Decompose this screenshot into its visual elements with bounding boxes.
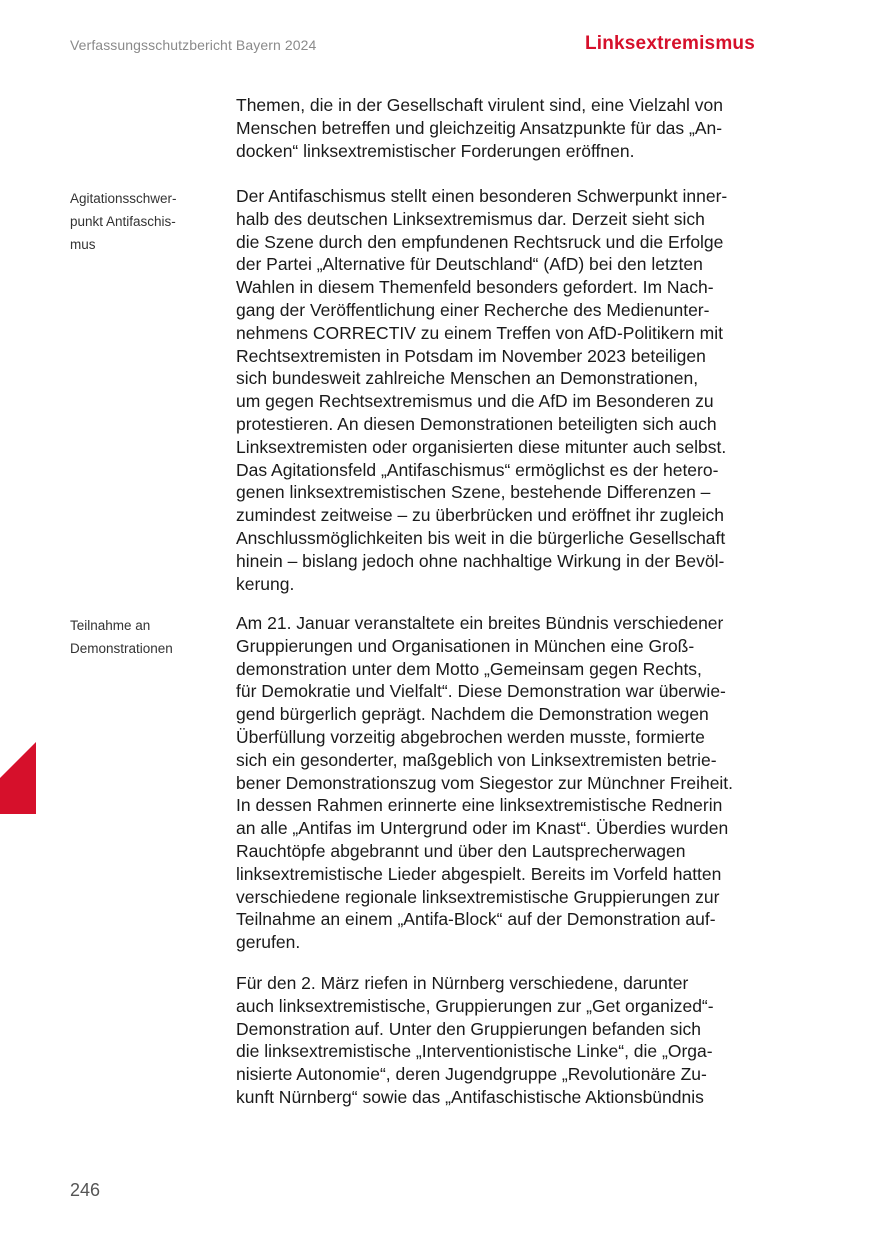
page-number: 246 bbox=[70, 1180, 101, 1200]
paragraph-intro: Themen, die in der Gesellschaft virulent sind, eine Vielzahl von Menschen betreffen und gleichzeitig Ansatzpunkte für das „An- docken“ linksextremistischer Forderungen eröffnen. bbox=[236, 95, 724, 161]
margin-note-demonstrations: Teilnahme an Demonstrationen bbox=[70, 618, 173, 656]
paragraph-nuremberg-demo: Für den 2. März riefen in Nürnberg verschiedene, darunter auch linksextremistische, Gruppierungen zur „Get organized“- Demonstration auf. Unter den Gruppierungen befanden sich die linksextremistische „Interventionistische Linke“, die „Orga- nisierte Autonomie“, deren Jugendgruppe „Revolutionäre Zu- kunft Nürnberg“ sowie das „Antifaschistische Aktionsbündnis bbox=[236, 973, 714, 1107]
paragraph-munich-demo: Am 21. Januar veranstaltete ein breites Bündnis verschiedener Gruppierungen und Organisationen in München eine Groß- demonstration unter dem Motto „Gemeinsam gegen Rechts, für Demokratie und Vielfalt“. Diese Demonstration war überwie- gend bürgerlich geprägt. Nachdem die Demonstration wegen Überfüllung vorzeitig abgebrochen werden musste, formierte sich ein gesonderter, maßgeblich von Linksextremisten betrie- bener Demonstrationszug vom Siegestor zur Münchner Freiheit. In dessen Rahmen erinnerte eine linksextremistische Rednerin an alle „Antifas im Untergrund oder im Knast“. Überdies wurden Rauchtöpfe abgebrannt und über den Lautsprecherwagen linksextremistische Lieder abgespielt. Bereits im Vorfeld hatten verschiedene regionale linksextremistische Gruppierungen zur Teilnahme an einem „Antifa-Block“ auf der Demonstration auf- gerufen. bbox=[236, 613, 734, 953]
margin-note-agitation: Agitationsschwer- punkt Antifaschis- mus bbox=[70, 191, 177, 252]
report-title: Verfassungsschutzbericht Bayern 2024 bbox=[70, 37, 317, 53]
red-accent-shape bbox=[0, 742, 36, 814]
paragraph-antifascism: Der Antifaschismus stellt einen besonderen Schwerpunkt inner- halb des deutschen Linksextremismus dar. Derzeit sieht sich die Szene durch den empfundenen Rechtsruck und die Erfolge der Partei „Alternative für Deutschland“ (AfD) bei den letzten Wahlen in diesem Themenfeld besonders gefordert. Im Nach- gang der Veröffentlichung einer Recherche des Medienunter- nehmens CORRECTIV zu einem Treffen von AfD-Politikern mit Rechtsextremisten in Potsdam im November 2023 beteiligen sich bundesweit zahlreiche Menschen an Demonstrationen, um gegen Rechtsextremismus und die AfD im Besonderen zu protestieren. An diesen Demonstrationen beteiligten sich auch Linksextremisten oder organisierten diese mitunter auch selbst. Das Agitationsfeld „Antifaschismus“ ermöglichst es der hetero- genen linksextremistischen Szene, bestehende Differenzen – zumindest zeitweise – zu überbrücken und eröffnet ihr zugleich Anschlussmöglichkeiten bis weit in die bürgerliche Gesellschaft hinein – bislang jedoch ohne nachhaltige Wirkung in der Bevöl- kerung. bbox=[236, 186, 728, 594]
section-title: Linksextremismus bbox=[584, 33, 755, 54]
